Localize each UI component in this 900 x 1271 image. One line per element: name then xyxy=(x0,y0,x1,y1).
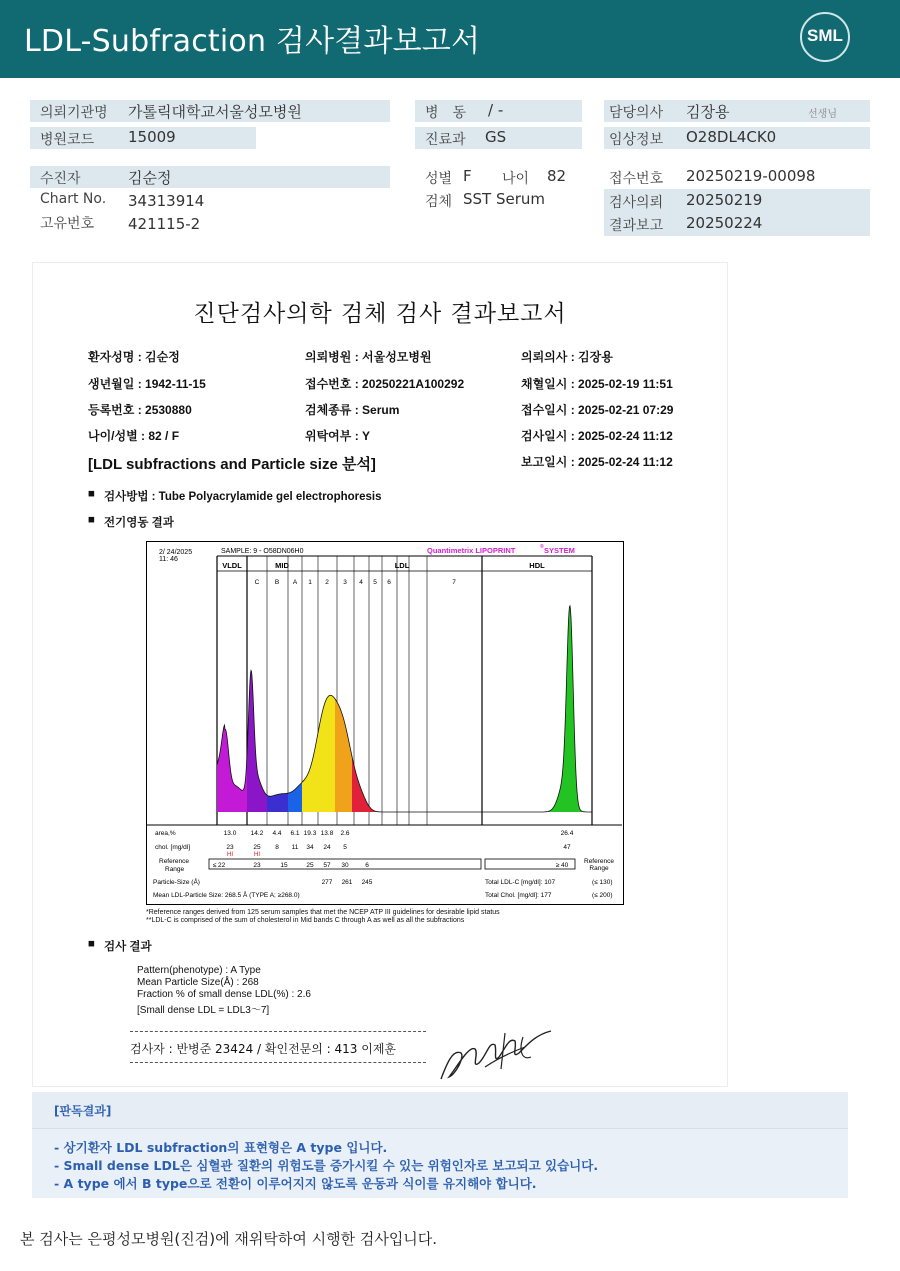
judgement-title: [판독결과] xyxy=(54,1104,112,1118)
total-ldl-ref: (≤ 130) xyxy=(592,879,613,886)
field-collected: 채혈일시 : 2025-02-19 11:51 xyxy=(521,377,673,391)
judgement-line-1: - 상기환자 LDL subfraction의 표현형은 A type 입니다. xyxy=(54,1140,388,1155)
chart-date: 2/ 24/2025 xyxy=(159,549,193,556)
group-label: VLDL xyxy=(222,561,242,570)
band-label: 7 xyxy=(452,579,456,586)
patient-value: 김순정 xyxy=(128,169,172,187)
method-text: 검사방법 : Tube Polyacrylamide gel electrophoresis xyxy=(104,491,382,503)
electro-title: 전기영동 결과 xyxy=(104,517,174,529)
group-label: LDL xyxy=(394,561,410,570)
electro-bullet: ■ xyxy=(88,514,95,526)
chart-brand-reg: ® xyxy=(540,544,544,550)
logo-text: SML xyxy=(807,26,843,45)
chol-value: 5 xyxy=(343,844,347,851)
hospital-label: 의뢰기관명 xyxy=(40,105,108,121)
ref-value-hdl: ≥ 40 xyxy=(555,862,569,869)
field-receipt: 접수번호 : 20250221A100292 xyxy=(305,377,465,391)
particle-size-value: 261 xyxy=(341,879,353,886)
area-value: 26.4 xyxy=(560,830,574,837)
row-label-chol: chol. [mg/dl] xyxy=(155,844,191,851)
field-name: 환자성명 : 김순정 xyxy=(88,350,180,364)
row-label-ref: Reference xyxy=(159,858,189,865)
field-doctor: 의뢰의사 : 김장용 xyxy=(521,350,613,364)
examiner-line: 검사자 : 반병준 23424 / 확인전문의 : 413 이제훈 xyxy=(130,1042,397,1056)
group-label: HDL xyxy=(529,561,545,570)
age-value: 82 xyxy=(547,167,567,185)
dept-label: 진료과 xyxy=(425,132,466,148)
chart-no-value: 34313914 xyxy=(128,192,205,210)
band-label: 3 xyxy=(343,579,347,586)
chol-value: 47 xyxy=(563,844,571,851)
method-bullet: ■ xyxy=(88,488,95,500)
hospital-value: 가톨릭대학교서울성모병원 xyxy=(128,103,302,121)
result-value: 20250224 xyxy=(686,214,763,232)
info-bar-patient xyxy=(30,166,390,188)
age-label: 나이 xyxy=(502,171,530,187)
total-chol: Total Chol. [mg/dl]: 177 xyxy=(485,892,552,899)
row-label-range: Range xyxy=(165,866,185,873)
result-line-2: Mean Particle Size(Å) : 268 xyxy=(137,977,259,988)
doctor-label: 담당의사 xyxy=(609,105,664,121)
code-label: 병원코드 xyxy=(40,132,95,148)
ref-value: 23 xyxy=(253,862,261,869)
footnote-1: *Reference ranges derived from 125 serum samples that met the NCEP ATP III guidelines for desirable lipid status xyxy=(146,909,500,916)
report-main-title: 진단검사의학 검체 검사 결과보고서 xyxy=(193,301,567,327)
signature-divider-bottom xyxy=(130,1062,426,1063)
lipoprint-chart xyxy=(146,541,624,905)
chol-value: 8 xyxy=(275,844,279,851)
receipt-label: 접수번호 xyxy=(609,171,664,187)
ref-value: 57 xyxy=(323,862,331,869)
chol-value: 25 xyxy=(253,844,261,851)
total-chol-ref: (≤ 200) xyxy=(592,892,613,899)
chol-value: 23 xyxy=(226,844,234,851)
signature-divider-top xyxy=(130,1031,426,1032)
particle-size-value: 245 xyxy=(361,879,373,886)
area-value: 6.1 xyxy=(290,830,300,837)
field-received: 접수일시 : 2025-02-21 07:29 xyxy=(521,403,674,417)
sex-value: F xyxy=(463,167,472,185)
field-dob: 생년월일 : 1942-11-15 xyxy=(88,377,206,391)
request-label: 검사의뢰 xyxy=(609,195,664,211)
particle-size-label: Particle-Size (Å) xyxy=(153,879,200,886)
band-label: 2 xyxy=(325,579,329,586)
band-label: 1 xyxy=(308,579,312,586)
chol-value: 34 xyxy=(306,844,314,851)
band-label: A xyxy=(292,579,298,586)
footer-note: 본 검사는 은평성모병원(진검)에 재위탁하여 시행한 검사입니다. xyxy=(20,1230,438,1248)
area-ldl3 xyxy=(352,757,382,813)
result-label: 결과보고 xyxy=(609,218,664,234)
ref-value: 6 xyxy=(365,862,369,869)
row-label-area: area,% xyxy=(155,830,176,837)
chol-flag: HI xyxy=(254,852,260,858)
judgement-line-2: - Small dense LDL은 심혈관 질환의 위험도를 증가시킬 수 있는 위험인자로 보고되고 있습니다. xyxy=(54,1158,599,1173)
profile-outline xyxy=(217,606,592,812)
area-value: 19.3 xyxy=(303,830,317,837)
band-label: 4 xyxy=(359,579,363,586)
chart-no-label: Chart No. xyxy=(40,191,107,207)
band-label: C xyxy=(254,579,260,586)
area-vldl xyxy=(217,725,247,812)
ref-right-label: Reference xyxy=(584,858,614,865)
particle-size-value: 277 xyxy=(321,879,333,886)
footnote-2: **LDL-C is comprised of the sum of cholesterol in Mid bands C through A as well as all the subfractions xyxy=(146,917,465,924)
signature-image xyxy=(435,1023,555,1085)
lipoprint-svg xyxy=(147,542,622,903)
specimen-label: 검체 xyxy=(425,194,453,210)
band-label: 6 xyxy=(387,579,391,586)
clinical-value: O28DL4CK0 xyxy=(686,128,777,146)
area-value: 4.4 xyxy=(272,830,282,837)
ref-value: 30 xyxy=(341,862,349,869)
result-bullet: ■ xyxy=(88,938,95,950)
chol-value: 11 xyxy=(291,844,299,851)
chol-value: 24 xyxy=(323,844,331,851)
result-line-1: Pattern(phenotype) : A Type xyxy=(137,965,261,976)
band-label: B xyxy=(274,579,280,586)
code-value: 15009 xyxy=(128,128,176,146)
area-value: 2.6 xyxy=(340,830,350,837)
ref-right-range: Range xyxy=(589,865,609,872)
request-value: 20250219 xyxy=(686,191,763,209)
judgement-line-3: - A type 에서 B type으로 전환이 이루어지지 않도록 운동과 식이를 유지해야 합니다. xyxy=(54,1176,537,1191)
result-title: 검사 결과 xyxy=(104,941,152,953)
report-title: LDL-Subfraction 검사결과보고서 xyxy=(24,24,481,59)
judgement-box xyxy=(32,1092,848,1198)
field-regno: 등록번호 : 2530880 xyxy=(88,403,192,417)
chart-brand-system: SYSTEM xyxy=(544,546,575,555)
mean-size-label: Mean LDL-Particle Size: 268.5 Å (TYPE A; ≥268.0) xyxy=(153,892,300,899)
field-agesex: 나이/성별 : 82 / F xyxy=(88,429,180,443)
field-hospital: 의뢰병원 : 서울성모병원 xyxy=(305,350,432,364)
total-ldl: Total LDL-C [mg/dl]: 107 xyxy=(485,879,556,886)
field-specimen: 검체종류 : Serum xyxy=(305,403,400,417)
ward-label: 병 동 xyxy=(425,105,467,121)
dept-value: GS xyxy=(485,128,507,146)
area-value: 13.8 xyxy=(320,830,334,837)
field-outsourced: 위탁여부 : Y xyxy=(305,429,371,443)
patient-label: 수진자 xyxy=(40,171,81,187)
chart-brand: Quantimetrix LIPOPRINT xyxy=(427,546,516,555)
ref-value: 15 xyxy=(280,862,288,869)
field-reported: 보고일시 : 2025-02-24 11:12 xyxy=(521,455,673,469)
area-hdl xyxy=(542,606,592,812)
section-title: [LDL subfractions and Particle size 분석] xyxy=(88,456,376,473)
clinical-label: 임상정보 xyxy=(609,132,664,148)
area-value: 14.2 xyxy=(250,830,264,837)
area-mid-a xyxy=(288,782,302,812)
field-tested: 검사일시 : 2025-02-24 11:12 xyxy=(521,429,673,443)
report-header-bar xyxy=(0,0,900,78)
area-ldl1 xyxy=(302,695,335,812)
ward-value: / - xyxy=(488,101,504,119)
judgement-header xyxy=(32,1092,848,1129)
chart-time: 11: 46 xyxy=(159,556,178,563)
specimen-value: SST Serum xyxy=(463,190,546,208)
sml-logo xyxy=(800,12,850,62)
result-line-4: [Small dense LDL = LDL3～7] xyxy=(137,1005,270,1016)
ref-value: ≤ 22 xyxy=(212,862,226,869)
uid-value: 421115-2 xyxy=(128,215,201,233)
chol-flag: HI xyxy=(227,852,233,858)
chart-sample: SAMPLE: 9 - O58DN06H0 xyxy=(221,548,304,555)
doctor-value: 김장용 xyxy=(686,103,730,121)
result-line-3: Fraction % of small dense LDL(%) : 2.6 xyxy=(137,989,311,1000)
receipt-value: 20250219-00098 xyxy=(686,167,816,185)
ref-value: 25 xyxy=(306,862,314,869)
band-label: 5 xyxy=(373,579,377,586)
scanned-report xyxy=(32,262,728,1087)
uid-label: 고유번호 xyxy=(40,216,95,232)
group-label: MID xyxy=(275,561,289,570)
doctor-suffix: 선생님 xyxy=(808,109,837,120)
area-value: 13.0 xyxy=(223,830,237,837)
sex-label: 성별 xyxy=(425,171,453,187)
area-ldl2 xyxy=(335,699,352,812)
